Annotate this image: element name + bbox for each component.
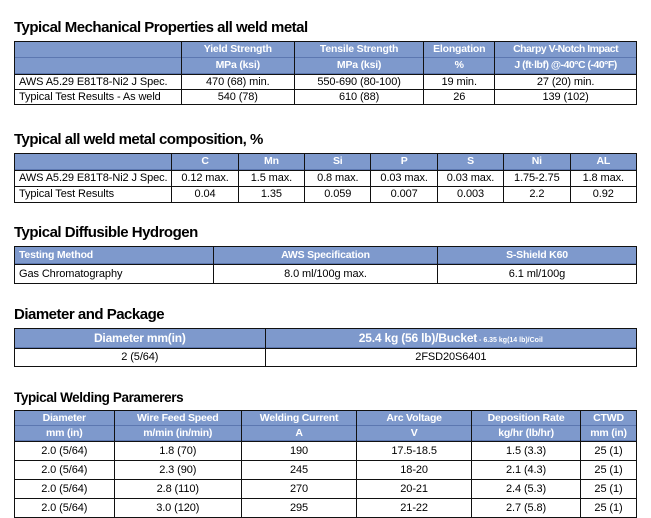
column-header-line: mm (in)	[15, 426, 114, 441]
column-header	[472, 411, 581, 442]
column-header	[424, 42, 495, 75]
table-cell: Typical Test Results	[15, 187, 172, 203]
column-header	[305, 154, 371, 171]
comp-table	[14, 153, 637, 203]
column-header-line	[15, 58, 181, 74]
table-cell: 0.12 max.	[172, 171, 238, 187]
header-row	[15, 329, 637, 349]
section-pkg	[14, 306, 637, 367]
table-cell: 19 min.	[424, 75, 495, 90]
section-weld	[14, 390, 637, 518]
section-title: Typical Diffusible Hydrogen	[14, 224, 198, 241]
table-row	[15, 187, 637, 203]
column-header	[214, 247, 438, 265]
table-cell: 18-20	[357, 461, 472, 480]
column-header-line: kg/hr (lb/hr)	[472, 426, 580, 441]
table-cell: 27 (20) min.	[495, 75, 637, 90]
table-cell: 295	[242, 499, 357, 518]
table-cell: 1.8 (70)	[114, 442, 242, 461]
header-row	[15, 247, 637, 265]
column-header-line: Elongation	[424, 42, 494, 58]
column-header-line: mm (in)	[581, 426, 636, 441]
column-header-line: S-Shield K60	[438, 247, 636, 264]
section-title: Typical all weld metal composition, %	[14, 131, 263, 148]
table-row	[15, 265, 637, 284]
table-cell: 25 (1)	[580, 499, 636, 518]
column-header-line: 25.4 kg (56 lb)/Bucket - 6.35 kg(14 lb)/Coil	[266, 329, 636, 348]
column-header-line: Yield Strength	[182, 42, 294, 58]
table-cell: 2FSD20S6401	[265, 349, 636, 367]
column-header-line	[15, 42, 181, 58]
table-cell: Gas Chromatography	[15, 265, 214, 284]
table-cell: 25 (1)	[580, 461, 636, 480]
table-cell: 2.0 (5/64)	[15, 461, 115, 480]
column-header-small-note: - 6.35 kg(14 lb)/Coil	[477, 337, 543, 344]
section-title: Typical Mechanical Properties all weld metal	[14, 19, 308, 36]
table-cell: 190	[242, 442, 357, 461]
table-cell: 2.4 (5.3)	[472, 480, 581, 499]
table-row	[15, 90, 637, 105]
column-header-line: Ni	[504, 154, 569, 170]
table-cell: 0.007	[371, 187, 437, 203]
column-header	[15, 247, 214, 265]
column-header-line: V	[357, 426, 471, 441]
column-header-line: Arc Voltage	[357, 411, 471, 426]
column-header-line: Charpy V-Notch Impact	[495, 42, 636, 58]
table-cell: 2.3 (90)	[114, 461, 242, 480]
column-header-line	[15, 154, 171, 170]
table-cell: 3.0 (120)	[114, 499, 242, 518]
table-cell: 0.003	[437, 187, 503, 203]
hyd-table	[14, 246, 637, 284]
table-cell: 0.03 max.	[437, 171, 503, 187]
table-row	[15, 75, 637, 90]
table-cell: 17.5-18.5	[357, 442, 472, 461]
table-cell: 1.5 (3.3)	[472, 442, 581, 461]
column-header	[15, 329, 266, 349]
table-cell: 0.04	[172, 187, 238, 203]
table-cell: 540 (78)	[181, 90, 294, 105]
column-header-line: Mn	[239, 154, 304, 170]
column-header-line: AL	[571, 154, 636, 170]
column-header-line: AWS Specification	[214, 247, 437, 264]
table-cell: 1.8 max.	[570, 171, 636, 187]
section-mech	[14, 19, 637, 105]
column-header-line: S	[438, 154, 503, 170]
table-cell: AWS A5.29 E81T8-Ni2 J Spec.	[15, 171, 172, 187]
table-cell: 1.75-2.75	[504, 171, 570, 187]
table-cell: 2.7 (5.8)	[472, 499, 581, 518]
table-cell: 470 (68) min.	[181, 75, 294, 90]
table-cell: 6.1 ml/100g	[437, 265, 636, 284]
table-cell: 0.8 max.	[305, 171, 371, 187]
table-cell: 26	[424, 90, 495, 105]
column-header-line: MPa (ksi)	[295, 58, 423, 74]
table-row	[15, 442, 637, 461]
table-cell: 0.059	[305, 187, 371, 203]
table-cell: 8.0 ml/100g max.	[214, 265, 438, 284]
column-header	[242, 411, 357, 442]
column-header-line: Diameter	[15, 411, 114, 426]
column-header	[357, 411, 472, 442]
header-row	[15, 42, 637, 75]
column-header	[570, 154, 636, 171]
column-header-line: Diameter mm(in)	[15, 329, 265, 348]
column-header	[181, 42, 294, 75]
column-header	[437, 154, 503, 171]
column-header	[15, 42, 182, 75]
table-row	[15, 480, 637, 499]
column-header-line: Si	[305, 154, 370, 170]
column-header	[294, 42, 423, 75]
table-row	[15, 461, 637, 480]
table-cell: 610 (88)	[294, 90, 423, 105]
table-cell: AWS A5.29 E81T8-Ni2 J Spec.	[15, 75, 182, 90]
column-header-line: Tensile Strength	[295, 42, 423, 58]
column-header	[114, 411, 242, 442]
table-cell: Typical Test Results - As weld	[15, 90, 182, 105]
table-cell: 2.0 (5/64)	[15, 442, 115, 461]
column-header	[15, 154, 172, 171]
table-cell: 1.5 max.	[238, 171, 304, 187]
table-row	[15, 171, 637, 187]
table-cell: 245	[242, 461, 357, 480]
table-cell: 2.0 (5/64)	[15, 480, 115, 499]
table-cell: 139 (102)	[495, 90, 637, 105]
weld-table	[14, 410, 637, 518]
column-header-line: Testing Method	[15, 247, 213, 264]
table-cell: 550-690 (80-100)	[294, 75, 423, 90]
column-header-line: Deposition Rate	[472, 411, 580, 426]
column-header	[371, 154, 437, 171]
table-cell: 2 (5/64)	[15, 349, 266, 367]
table-cell: 2.2	[504, 187, 570, 203]
section-title: Diameter and Package	[14, 306, 165, 323]
section-title: Typical Welding Paramerers	[14, 390, 184, 405]
column-header	[580, 411, 636, 442]
column-header	[238, 154, 304, 171]
column-header	[495, 42, 637, 75]
table-row	[15, 349, 637, 367]
table-cell: 1.35	[238, 187, 304, 203]
column-header-line: %	[424, 58, 494, 74]
table-cell: 2.0 (5/64)	[15, 499, 115, 518]
table-cell: 0.92	[570, 187, 636, 203]
table-cell: 2.8 (110)	[114, 480, 242, 499]
table-cell: 20-21	[357, 480, 472, 499]
column-header-line: A	[242, 426, 356, 441]
section-hyd	[14, 224, 637, 284]
header-row	[15, 411, 637, 442]
column-header	[437, 247, 636, 265]
table-cell: 21-22	[357, 499, 472, 518]
column-header-line: MPa (ksi)	[182, 58, 294, 74]
table-cell: 270	[242, 480, 357, 499]
mech-table	[14, 41, 637, 105]
pkg-table	[14, 328, 637, 367]
table-cell: 0.03 max.	[371, 171, 437, 187]
column-header-line: J (ft·lbf) @-40°C (-40°F)	[495, 58, 636, 74]
section-comp	[14, 131, 637, 203]
column-header-line: m/min (in/min)	[115, 426, 242, 441]
column-header	[15, 411, 115, 442]
header-row	[15, 154, 637, 171]
column-header	[504, 154, 570, 171]
column-header	[172, 154, 238, 171]
column-header-line: P	[371, 154, 436, 170]
column-header	[265, 329, 636, 349]
column-header-line: Wire Feed Speed	[115, 411, 242, 426]
table-cell: 2.1 (4.3)	[472, 461, 581, 480]
column-header-line: CTWD	[581, 411, 636, 426]
column-header-line: C	[172, 154, 237, 170]
table-cell: 25 (1)	[580, 480, 636, 499]
column-header-line: Welding Current	[242, 411, 356, 426]
table-cell: 25 (1)	[580, 442, 636, 461]
table-row	[15, 499, 637, 518]
